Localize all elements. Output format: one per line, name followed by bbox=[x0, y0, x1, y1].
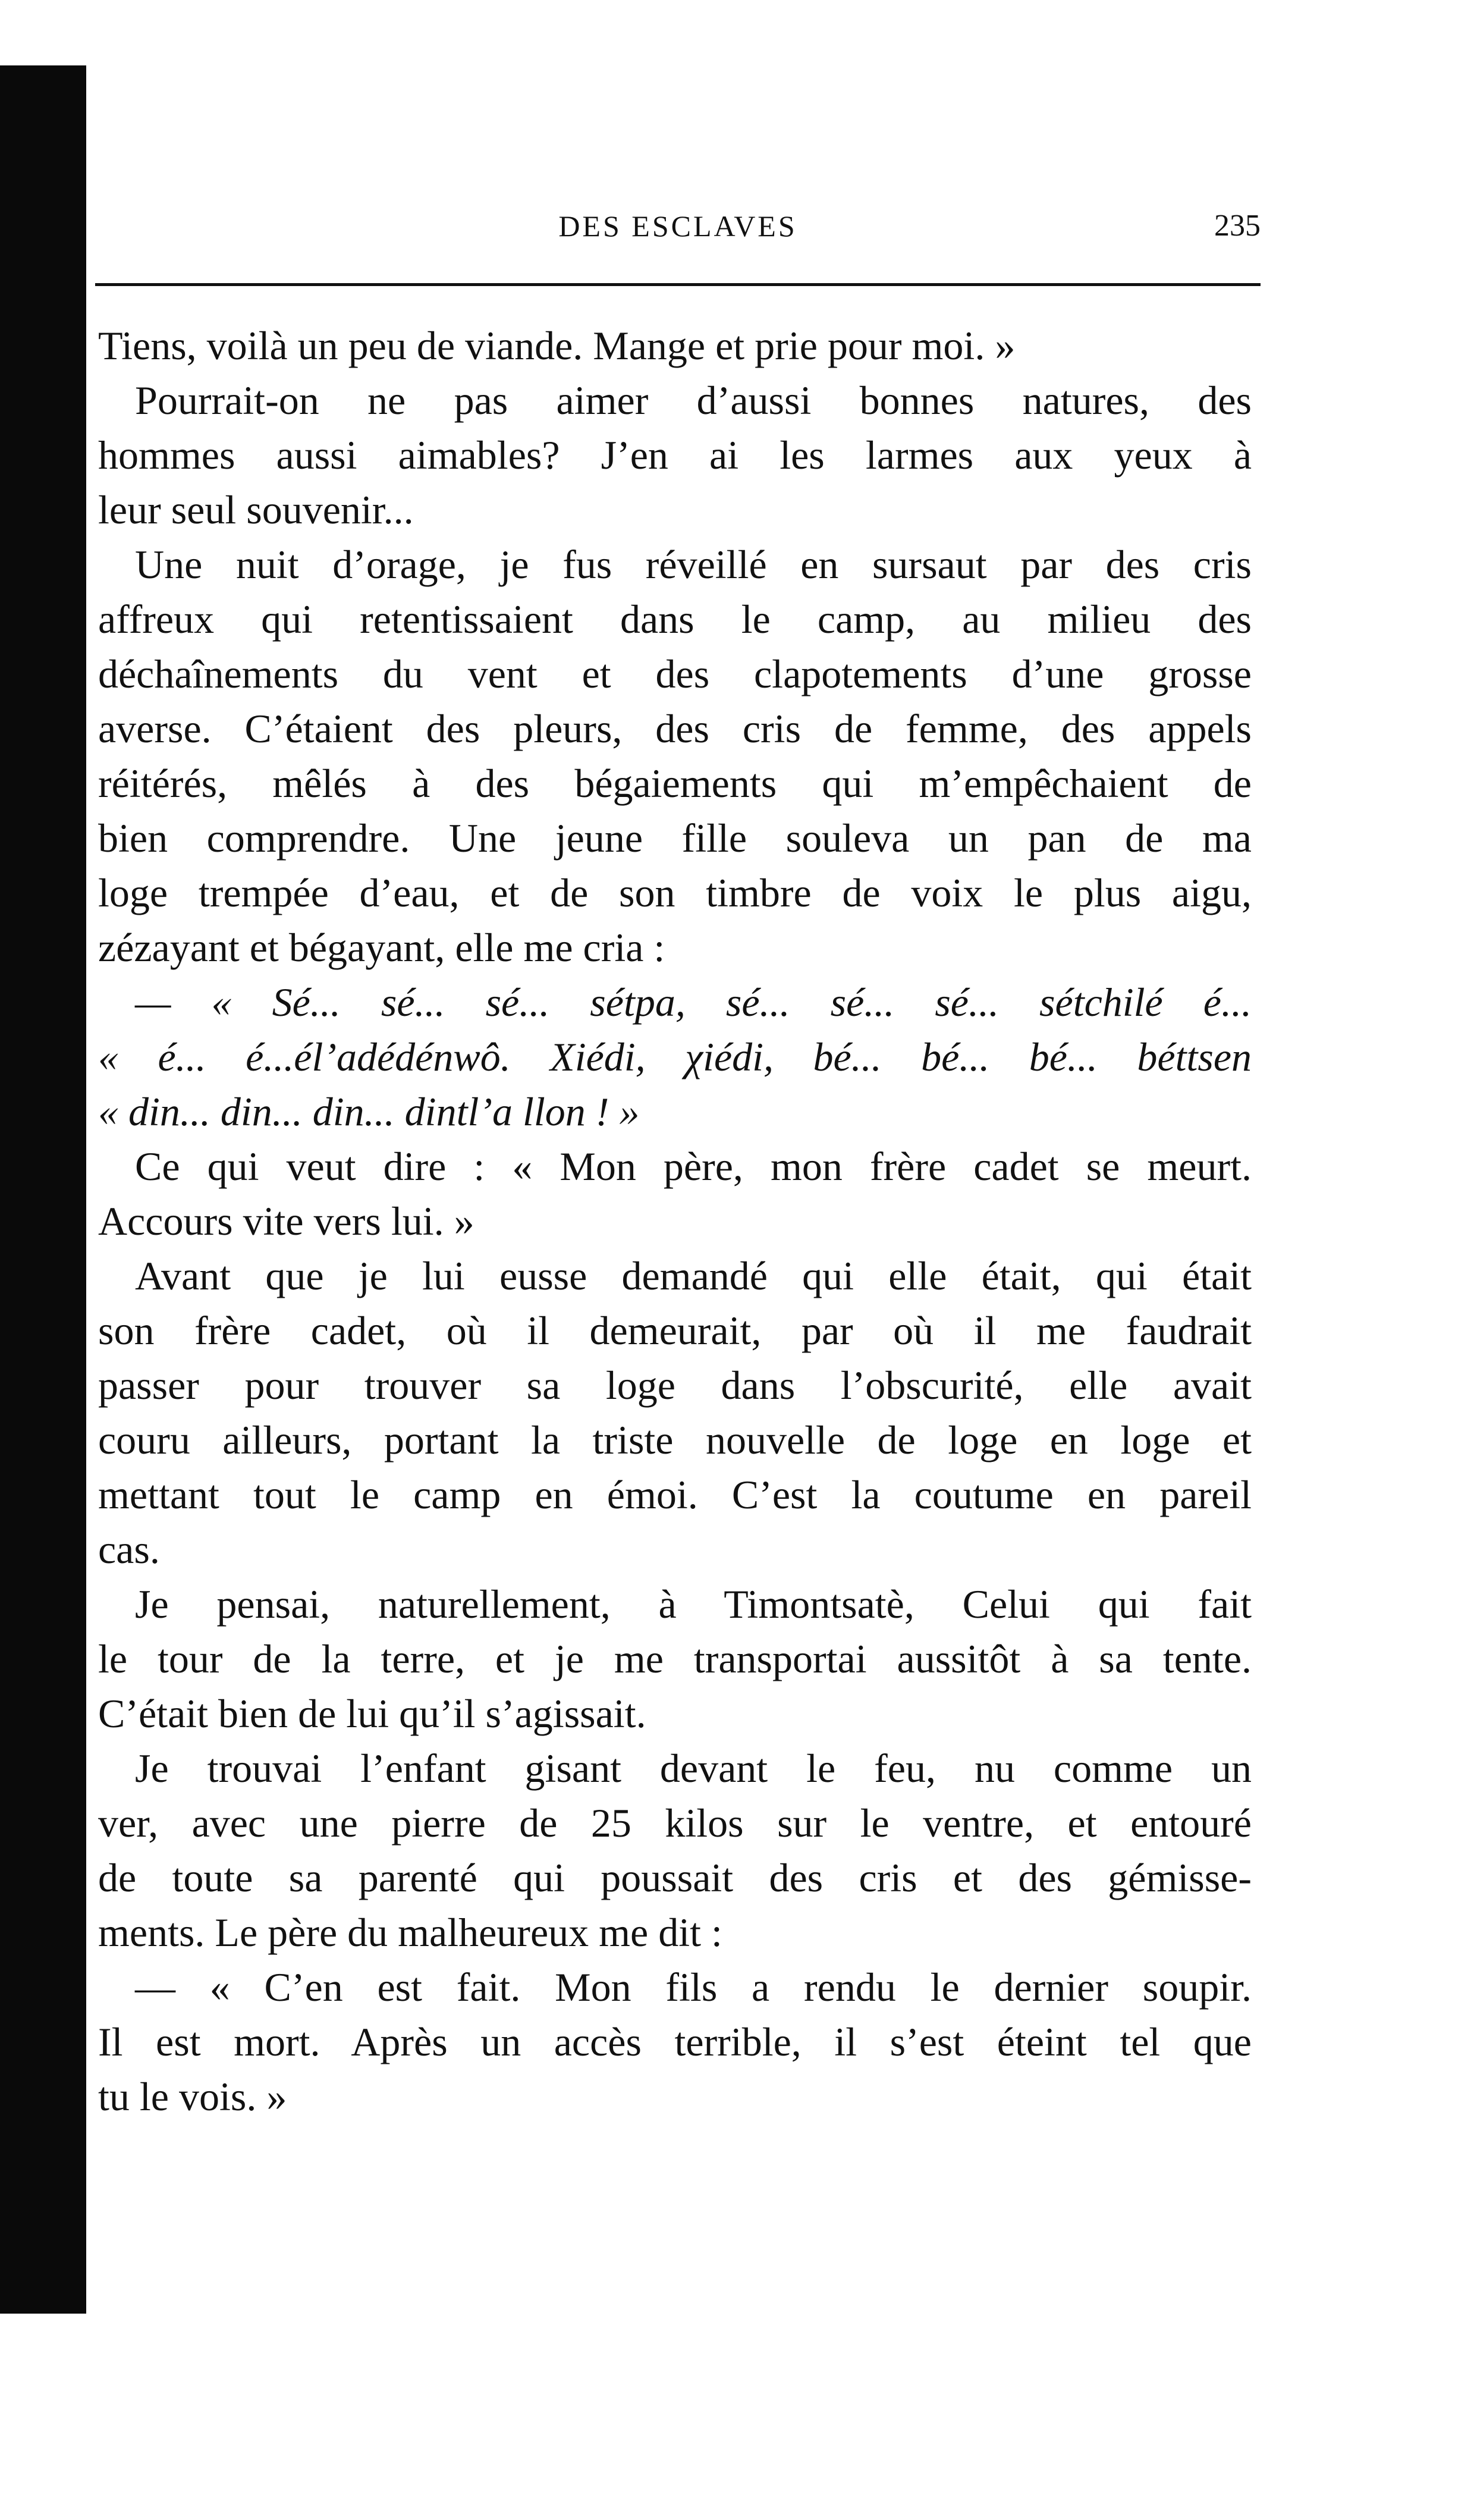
text-line: cas. bbox=[98, 1527, 160, 1572]
text-line: zézayant et bégayant, elle me cria : bbox=[98, 925, 665, 970]
text-line: déchaînements du vent et des clapotements d’une grosse bbox=[98, 651, 1252, 696]
text-line: C’était bien de lui qu’il s’agissait. bbox=[98, 1691, 646, 1736]
text-line: Ce qui veut dire : « Mon père, mon frère cadet se meurt. bbox=[135, 1144, 1252, 1189]
page-header bbox=[95, 196, 1261, 256]
text-line: ver, avec une pierre de 25 kilos sur le ventre, et entouré bbox=[98, 1800, 1252, 1846]
page-number: 235 bbox=[1214, 209, 1261, 243]
header-rule bbox=[95, 283, 1261, 286]
text-line: affreux qui retentissaient dans le camp, au milieu des bbox=[98, 597, 1252, 642]
text-line: averse. C’étaient des pleurs, des cris de femme, des appels bbox=[98, 706, 1252, 751]
text-line: couru ailleurs, portant la triste nouvelle de loge en loge et bbox=[98, 1417, 1252, 1463]
text-line: hommes aussi aimables? J’en ai les larmes aux yeux à bbox=[98, 432, 1252, 478]
text-line: Il est mort. Après un accès terrible, il s’est éteint tel que bbox=[98, 2019, 1252, 2064]
text-line: le tour de la terre, et je me transportai aussitôt à sa tente. bbox=[98, 1636, 1252, 1681]
text-line: — « Sé... sé... sé... sétpa, sé... sé... sé... sétchilé é... bbox=[135, 980, 1252, 1025]
text-line: ments. Le père du malheureux me dit : bbox=[98, 1910, 722, 1955]
text-line: Accours vite vers lui. » bbox=[98, 1198, 474, 1244]
text-line: Je pensai, naturellement, à Timontsatè, Celui qui fait bbox=[135, 1581, 1252, 1627]
text-line: Je trouvai l’enfant gisant devant le feu, nu comme un bbox=[135, 1746, 1252, 1791]
text-line: passer pour trouver sa loge dans l’obscurité, elle avait bbox=[98, 1363, 1252, 1408]
text-line: bien comprendre. Une jeune fille souleva un pan de ma bbox=[98, 815, 1252, 861]
text-line: — « C’en est fait. Mon fils a rendu le dernier soupir. bbox=[135, 1964, 1252, 2010]
running-title: DES ESCLAVES bbox=[558, 209, 797, 243]
text-line: Avant que je lui eusse demandé qui elle était, qui était bbox=[135, 1253, 1252, 1298]
text-line: mettant tout le camp en émoi. C’est la coutume en pareil bbox=[98, 1472, 1252, 1517]
text-line: son frère cadet, où il demeurait, par où il me faudrait bbox=[98, 1308, 1252, 1353]
text-line: Pourrait-on ne pas aimer d’aussi bonnes natures, des bbox=[135, 378, 1252, 423]
text-line: tu le vois. » bbox=[98, 2074, 287, 2119]
text-line: réitérés, mêlés à des bégaiements qui m’empêchaient de bbox=[98, 761, 1252, 806]
text-line: loge trempée d’eau, et de son timbre de voix le plus aigu, bbox=[98, 870, 1252, 915]
text-line: leur seul souvenir... bbox=[98, 487, 414, 532]
text-line: « é... é...él’adédénwô. Xiédi, χiédi, bé... bé... bé... béttsen bbox=[98, 1034, 1252, 1079]
body-text bbox=[98, 318, 1252, 2124]
text-line: de toute sa parenté qui poussait des cris et des gémisse- bbox=[98, 1855, 1252, 1900]
text-line: Une nuit d’orage, je fus réveillé en sursaut par des cris bbox=[135, 542, 1252, 587]
text-line: Tiens, voilà un peu de viande. Mange et prie pour moi. » bbox=[98, 323, 1016, 368]
text-line: « din... din... din... dintl’a llon ! » bbox=[98, 1089, 640, 1134]
